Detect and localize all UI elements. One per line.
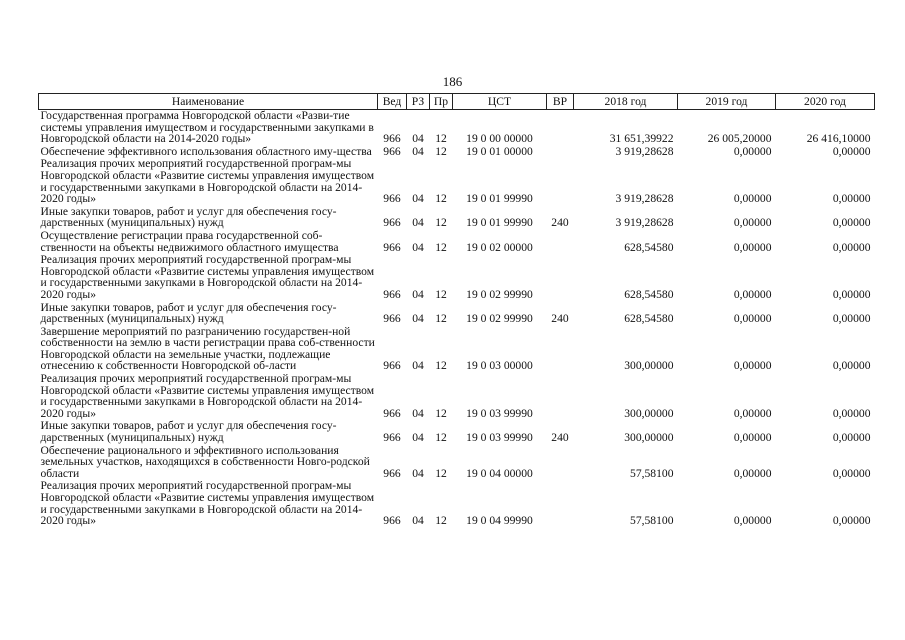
row-pr: 12 (435, 431, 447, 445)
row-2019: 0,00000 (733, 287, 772, 301)
row-2018: 300,00000 (624, 406, 674, 420)
row-name: Завершение мероприятий по разграничению государствен-ной собственности на землю в части регистрации права соб-ственности Новгородской области на земельные участки, подлежащие отнесению к собственности Новгородской об-ласти (40, 324, 375, 373)
row-pr: 12 (435, 287, 447, 301)
row-ved: 966 (383, 359, 401, 373)
row-ved: 966 (383, 216, 401, 230)
table-row (39, 326, 875, 373)
row-ved: 966 (383, 192, 401, 206)
header-ved: Вед (378, 94, 407, 110)
row-2018: 3 919,28628 (615, 192, 674, 206)
row-2018: 57,58100 (630, 514, 674, 528)
row-2018: 3 919,28628 (615, 216, 674, 230)
row-2019: 0,00000 (733, 514, 772, 528)
row-2019: 0,00000 (733, 431, 772, 445)
row-2018: 57,58100 (630, 466, 674, 480)
row-2020: 0,00000 (832, 466, 871, 480)
row-2018: 31 651,39922 (609, 132, 674, 146)
row-ved: 966 (383, 132, 401, 146)
row-cst: 19 0 00 00000 (466, 132, 533, 146)
row-vr: 240 (551, 312, 569, 326)
row-vr: 240 (551, 216, 569, 230)
row-rz: 04 (412, 287, 424, 301)
row-2020: 0,00000 (832, 287, 871, 301)
row-name: Осуществление регистрации права государственной соб-ственности на объекты недвижимого областного имущества (40, 228, 339, 254)
row-vr (547, 445, 574, 481)
header-vr: ВР (547, 94, 574, 110)
row-2019: 0,00000 (733, 216, 772, 230)
row-ved: 966 (383, 287, 401, 301)
row-name: Иные закупки товаров, работ и услуг для обеспечения госу-дарственных (муниципальных) нужд (40, 204, 337, 230)
row-rz: 04 (412, 312, 424, 326)
row-rz: 04 (412, 406, 424, 420)
row-rz: 04 (412, 431, 424, 445)
row-2020: 0,00000 (832, 431, 871, 445)
row-ved: 966 (383, 240, 401, 254)
row-2020: 0,00000 (832, 216, 871, 230)
row-rz: 04 (412, 514, 424, 528)
row-pr: 12 (435, 359, 447, 373)
row-vr (547, 146, 574, 159)
row-pr: 12 (435, 466, 447, 480)
row-name: Государственная программа Новгородской области «Разви-тие системы управления имуществом и государственными закупками в Новгородской области на 2014-2020 годы» (40, 109, 374, 146)
table-row (39, 480, 875, 527)
row-2020: 0,00000 (832, 406, 871, 420)
row-2019: 26 005,20000 (707, 132, 772, 146)
row-ved: 966 (383, 406, 401, 420)
row-2018: 300,00000 (624, 431, 674, 445)
row-2020: 0,00000 (832, 359, 871, 373)
table-header-row (39, 94, 875, 110)
row-pr: 12 (435, 312, 447, 326)
row-vr (547, 373, 574, 420)
row-name: Реализация прочих мероприятий государственной програм-мы Новгородской области «Развитие системы управления имуществом и государственными закупками в Новгородской области на 2014-2020 годы» (40, 253, 375, 301)
row-rz: 04 (412, 240, 424, 254)
row-2019: 0,00000 (733, 312, 772, 326)
row-2018: 628,54580 (624, 287, 674, 301)
row-pr: 12 (435, 240, 447, 254)
row-rz: 04 (412, 192, 424, 206)
row-vr: 240 (551, 431, 569, 445)
row-pr: 12 (435, 216, 447, 230)
row-ved: 966 (383, 514, 401, 528)
row-cst: 19 0 04 00000 (466, 466, 533, 480)
row-name: Реализация прочих мероприятий государственной програм-мы Новгородской области «Развитие системы управления имуществом и государственными закупками в Новгородской области на 2014-2020 годы» (40, 157, 375, 206)
row-2018: 628,54580 (624, 312, 674, 326)
header-cst: ЦСТ (453, 94, 547, 110)
header-rz: РЗ (407, 94, 430, 110)
row-name: Иные закупки товаров, работ и услуг для обеспечения госу-дарственных (муниципальных) нужд (40, 300, 337, 326)
row-name: Реализация прочих мероприятий государственной програм-мы Новгородской области «Развитие системы управления имуществом и государственными закупками в Новгородской области на 2014-2020 годы» (40, 479, 375, 528)
row-ved: 966 (383, 431, 401, 445)
table-row (39, 254, 875, 301)
row-vr (547, 326, 574, 373)
row-2020: 0,00000 (832, 514, 871, 528)
row-cst: 19 0 03 00000 (466, 359, 533, 373)
row-2019: 0,00000 (733, 144, 772, 158)
row-name: Обеспечение рационального и эффективного использования земельных участков, находящихся в собственности Новго-родской области (40, 443, 370, 480)
row-2018: 300,00000 (624, 359, 674, 373)
row-cst: 19 0 04 99990 (466, 514, 533, 528)
row-cst: 19 0 02 99990 (466, 312, 533, 326)
row-pr: 12 (435, 514, 447, 528)
row-name: Обеспечение эффективного использования областного иму-щества (40, 144, 372, 158)
row-rz: 04 (412, 132, 424, 146)
row-ved: 966 (383, 144, 401, 158)
table-row (39, 230, 875, 254)
header-2018: 2018 год (574, 94, 678, 110)
row-rz: 04 (412, 466, 424, 480)
row-cst: 19 0 03 99990 (466, 406, 533, 420)
row-2019: 0,00000 (733, 240, 772, 254)
row-cst: 19 0 01 00000 (466, 144, 533, 158)
header-name: Наименование (39, 94, 378, 110)
table-row (39, 206, 875, 230)
row-2019: 0,00000 (733, 359, 772, 373)
table-row (39, 445, 875, 481)
row-2019: 0,00000 (733, 406, 772, 420)
row-cst: 19 0 01 99990 (466, 192, 533, 206)
row-vr (547, 158, 574, 205)
row-rz: 04 (412, 216, 424, 230)
row-vr (547, 110, 574, 146)
row-2020: 0,00000 (832, 312, 871, 326)
table-row (39, 420, 875, 444)
row-vr (547, 480, 574, 527)
row-pr: 12 (435, 406, 447, 420)
row-name: Иные закупки товаров, работ и услуг для обеспечения госу-дарственных (муниципальных) нужд (40, 419, 337, 445)
row-cst: 19 0 02 00000 (466, 240, 533, 254)
header-2019: 2019 год (678, 94, 776, 110)
budget-table (38, 93, 875, 528)
table-row (39, 110, 875, 146)
row-2019: 0,00000 (733, 466, 772, 480)
row-pr: 12 (435, 144, 447, 158)
row-ved: 966 (383, 466, 401, 480)
header-pr: Пр (430, 94, 453, 110)
table-row (39, 302, 875, 326)
header-2020: 2020 год (776, 94, 875, 110)
row-rz: 04 (412, 144, 424, 158)
row-ved: 966 (383, 312, 401, 326)
row-2018: 3 919,28628 (615, 144, 674, 158)
row-vr (547, 230, 574, 254)
row-2018: 628,54580 (624, 240, 674, 254)
table-row (39, 158, 875, 205)
row-pr: 12 (435, 192, 447, 206)
row-2020: 0,00000 (832, 144, 871, 158)
page-number: 186 (442, 74, 463, 89)
row-vr (547, 254, 574, 301)
row-2020: 0,00000 (832, 192, 871, 206)
row-rz: 04 (412, 359, 424, 373)
row-cst: 19 0 01 99990 (466, 216, 533, 230)
row-cst: 19 0 03 99990 (466, 431, 533, 445)
table-row (39, 373, 875, 420)
row-pr: 12 (435, 132, 447, 146)
row-name: Реализация прочих мероприятий государственной програм-мы Новгородской области «Развитие системы управления имуществом и государственными закупками в Новгородской области на 2014-2020 годы» (40, 372, 375, 420)
row-2019: 0,00000 (733, 192, 772, 206)
row-2020: 26 416,10000 (806, 132, 871, 146)
row-cst: 19 0 02 99990 (466, 287, 533, 301)
row-2020: 0,00000 (832, 240, 871, 254)
